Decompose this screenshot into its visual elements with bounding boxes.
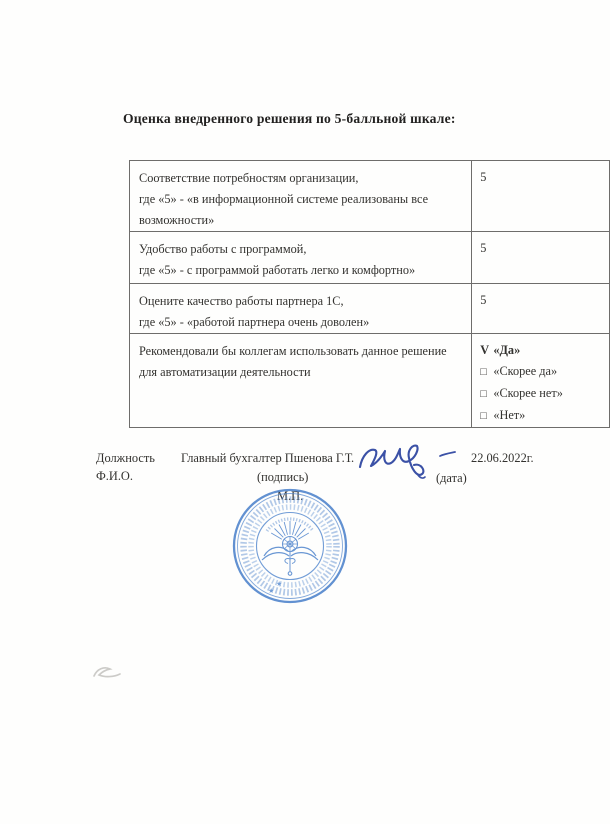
evaluation-table <box>129 160 610 428</box>
date-value: 22.06.2022г. <box>471 451 534 465</box>
score-cell <box>472 284 610 334</box>
svg-text:★: ★ <box>268 587 275 595</box>
criterion-line: где «5» - «в информационной системе реализованы все <box>139 192 429 206</box>
answer-options-cell <box>472 334 610 428</box>
score-cell <box>472 161 610 232</box>
criterion-line: для автоматизации деятельности <box>139 365 311 379</box>
fio-label: Ф.И.О. <box>96 469 133 483</box>
score-value: 5 <box>480 293 487 307</box>
checkbox-icon: □ <box>480 409 487 422</box>
table-row <box>130 232 610 284</box>
option-label: «Скорее нет» <box>493 386 563 400</box>
pencil-mark <box>86 660 132 690</box>
table-row <box>130 334 610 428</box>
table-row <box>130 161 610 232</box>
score-value: 5 <box>480 170 487 184</box>
official-stamp <box>231 487 349 605</box>
option-label: «Скорее да» <box>493 364 558 378</box>
criterion-cell <box>130 284 472 334</box>
criterion-line: Соответствие потребностям организации, <box>139 171 359 185</box>
date-caption: (дата) <box>436 471 467 485</box>
option-label: «Да» <box>493 343 521 357</box>
signature-caption: (подпись) <box>257 470 309 484</box>
position-value: Главный бухгалтер Пшенова Г.Т. <box>181 451 355 465</box>
checkbox-icon: □ <box>480 365 487 378</box>
svg-text:★: ★ <box>276 580 283 588</box>
criterion-cell <box>130 232 472 284</box>
criterion-line: где «5» - с программой работать легко и комфортно» <box>139 263 416 277</box>
criterion-line: Удобство работы с программой, <box>139 242 307 256</box>
criterion-cell <box>130 334 472 428</box>
answer-option-skoree-da <box>480 361 603 383</box>
criterion-line: Рекомендовали бы коллегам использовать данное решение <box>139 344 447 358</box>
position-label: Должность <box>96 451 155 465</box>
criterion-line: где «5» - «работой партнера очень доволен» <box>139 315 370 329</box>
checkbox-icon: □ <box>480 387 487 400</box>
score-cell <box>472 232 610 284</box>
stamp-place-label: М.П. <box>277 489 304 503</box>
page-title: Оценка внедренного решения по 5-балльной шкале: <box>123 111 456 126</box>
criterion-line: возможности» <box>139 213 215 227</box>
criterion-line: Оцените качество работы партнера 1С, <box>139 294 344 308</box>
checkmark-icon: V <box>480 343 490 357</box>
handwritten-signature-ink <box>348 437 466 483</box>
option-label: «Нет» <box>493 408 526 422</box>
answer-option-da <box>480 340 603 361</box>
table-row <box>130 284 610 334</box>
criterion-cell <box>130 161 472 232</box>
score-value: 5 <box>480 241 487 255</box>
answer-option-net <box>480 405 603 427</box>
answer-option-skoree-net <box>480 383 603 405</box>
